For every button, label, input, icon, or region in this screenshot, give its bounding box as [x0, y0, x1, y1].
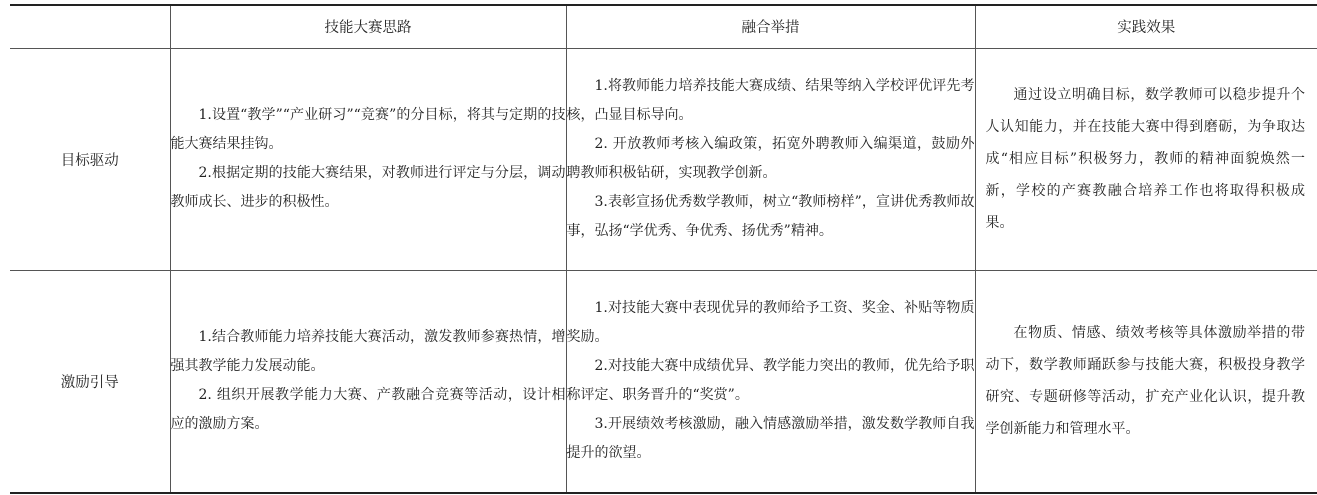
- header-blank: [10, 5, 170, 48]
- thinking-item: 1.设置“教学”“产业研习”“竞赛”的分目标，将其与定期的技能大赛结果挂钩。: [170, 107, 566, 152]
- effect-cell: [975, 270, 1317, 493]
- effect-text: 通过设立明确目标，数学教师可以稳步提升个人认知能力，并在技能大赛中得到磨砺，为争取达成“相应目标”积极努力，教师的精神面貌焕然一新，学校的产赛教融合培养工作也将取得积极成果。: [985, 87, 1305, 231]
- measure-item: 3.开展绩效考核激励，融入情感激励举措，激发数学教师自我提升的欲望。: [566, 416, 975, 462]
- thinking-item: 2. 组织开展教学能力大赛、产教融合竞赛等活动，设计相应的激励方案。: [170, 387, 566, 433]
- measure-item: 3.表彰宣扬优秀数学教师，树立“教师榜样”，宣讲优秀教师故事，弘扬“学优秀、争优秀、扬优秀”精神。: [566, 194, 975, 239]
- thinking-item: 1.结合教师能力培养技能大赛活动，激发教师参赛热情，增强其教学能力发展动能。: [170, 329, 566, 375]
- measure-item: 1.对技能大赛中表现优异的教师给予工资、奖金、补贴等物质奖励。: [566, 300, 975, 346]
- strategy-table: [10, 4, 1317, 494]
- effect-text: 在物质、情感、绩效考核等具体激励举措的带动下，数学教师踊跃参与技能大赛，积极投身教学研究、专题研修等活动，扩充产业化认识，提升教学创新能力和管理水平。: [985, 325, 1305, 438]
- header-effect: 实践效果: [975, 5, 1317, 48]
- measures-cell: [566, 270, 975, 493]
- measure-item: 1.将教师能力培养技能大赛成绩、结果等纳入学校评优评先考核，凸显目标导向。: [566, 78, 975, 123]
- measures-cell: [566, 48, 975, 270]
- table-row: [10, 48, 1317, 270]
- thinking-cell: [170, 48, 566, 270]
- measure-item: 2. 开放教师考核入编政策，拓宽外聘教师入编渠道，鼓励外聘教师积极钻研，实现教学创新。: [566, 136, 975, 181]
- table-row: [10, 270, 1317, 493]
- header-row: [10, 5, 1317, 48]
- thinking-cell: [170, 270, 566, 493]
- header-thinking: 技能大赛思路: [170, 5, 566, 48]
- row-label-goal-driven: 目标驱动: [10, 48, 170, 270]
- row-label-incentive-guidance: 激励引导: [10, 270, 170, 493]
- thinking-item: 2.根据定期的技能大赛结果，对教师进行评定与分层，调动教师成长、进步的积极性。: [170, 165, 566, 210]
- measure-item: 2.对技能大赛中成绩优异、教学能力突出的教师，优先给予职称评定、职务晋升的“奖赏”。: [566, 358, 975, 404]
- effect-cell: [975, 48, 1317, 270]
- header-measures: 融合举措: [566, 5, 975, 48]
